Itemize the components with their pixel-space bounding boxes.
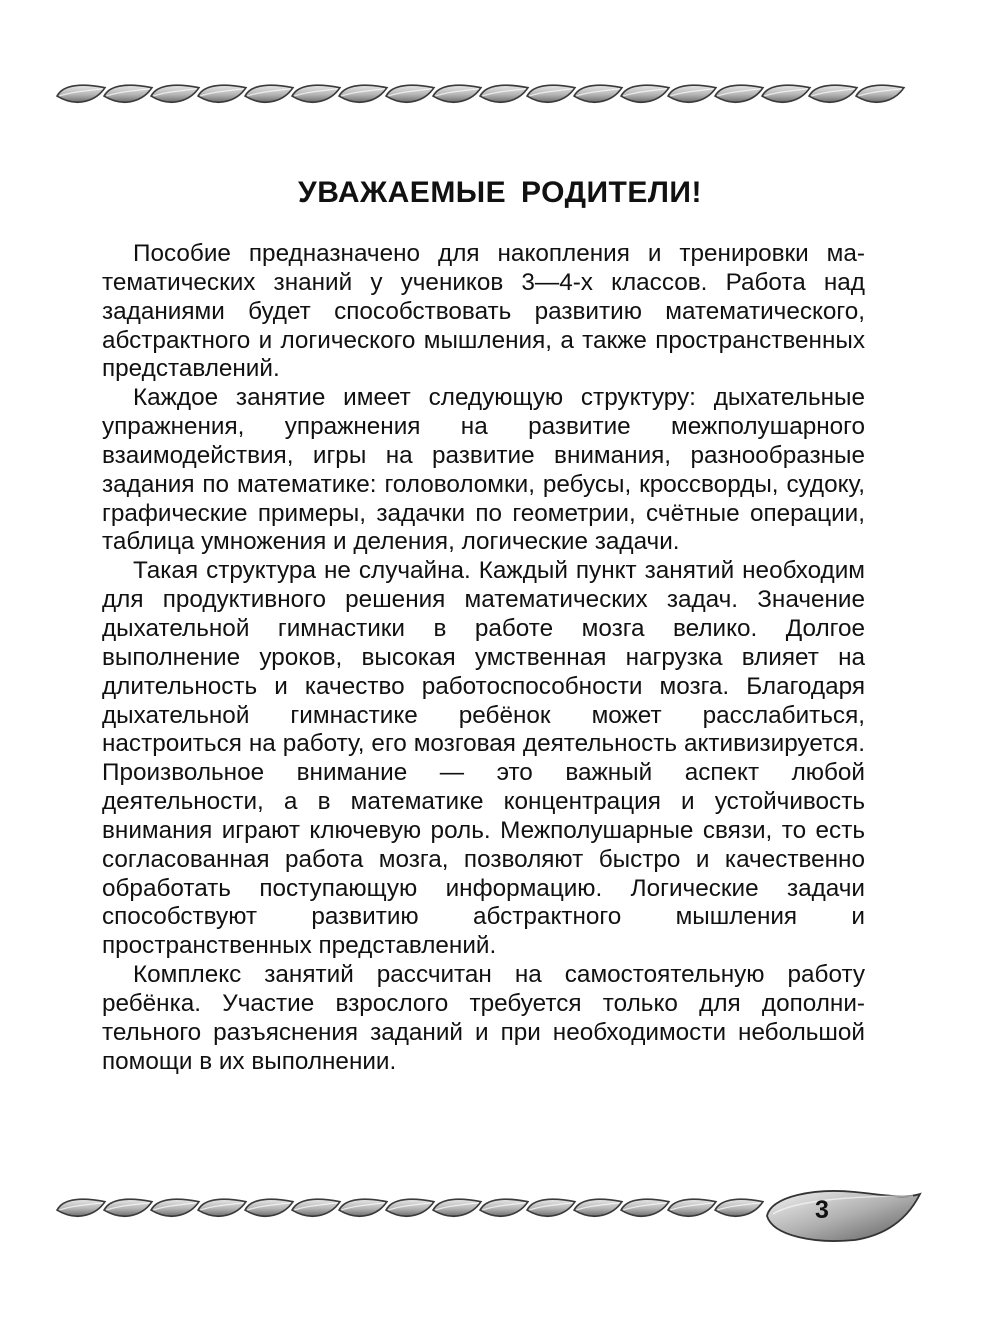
paragraph: Комплекс занятий рассчитан на самостоятельную работу ребёнка. Участие взрослого требуется только для дополнительного разъяснения заданий и при необходимости небольшой помощи в их выполнении. [102, 961, 865, 1075]
paragraph: Такая структура не случайна. Каждый пункт занятий необходим для продуктивного решения математических задач. Значение дыхательной гимнастики в работе мозга велико. Долгое выполнение уроков, высокая умственная нагрузка влияет на длительность и качество работоспособности мозга. Благодаря дыхательной гимнастике ребёнок может расслабиться, настроиться на работу, его мозговая деятельность активизируется. Произвольное внимание — это важный аспект любой деятельности, а в математике концентрация и устойчивость внимания играют ключевую роль. Межполушарные связи, то есть согласованная работа мозга, позволяют быстро и качественно обработать поступающую информацию. Логические задачи способствуют развитию абстрактного мышления и пространственных представлений. [102, 557, 865, 960]
leaf-border-icon [55, 72, 925, 118]
paragraph: Каждое занятие имеет следующую структуру: дыхательные упражнения, упражнения на развитие межполушарного взаимодействия, игры на развитие внимания, разнообразные задания по математике: головоломки, ребусы, кроссворды, судоку, графические примеры, задачки по геометрии, счётные операции, таблица умножения и деления, логические задачи. [102, 384, 865, 556]
document-body [102, 240, 865, 1076]
page-title: УВАЖАЕМЫЕ РОДИТЕЛИ! [298, 176, 702, 209]
leaf-border-top [55, 72, 925, 118]
paragraph: Пособие предназначено для накопления и тренировки математических знаний у учеников 3—4-х классов. Работа над заданиями будет способствовать развитию математического, абстрактного и логического мышления, а также пространственных представлений. [102, 240, 865, 383]
page-number: 3 [815, 1196, 829, 1224]
